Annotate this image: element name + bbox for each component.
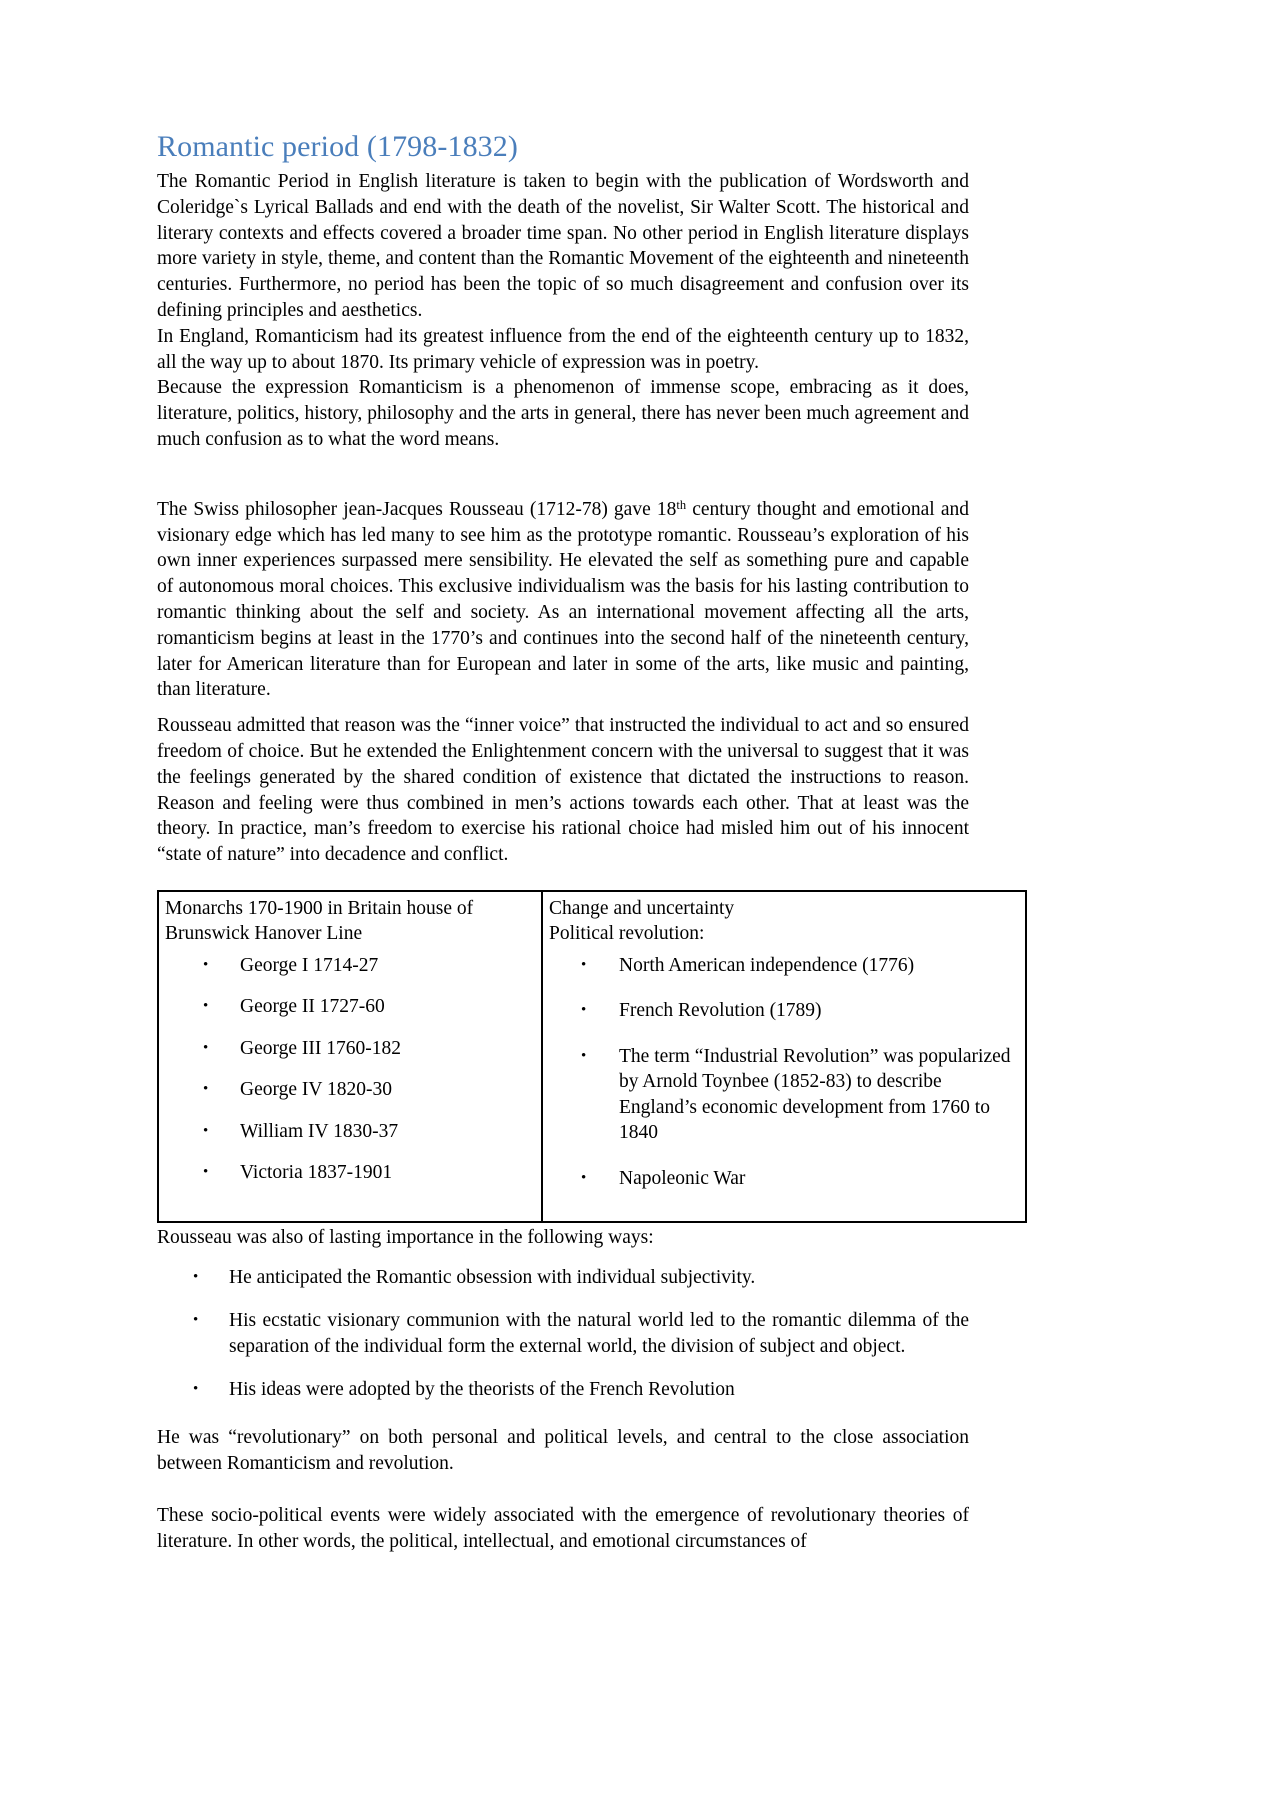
list-item: • Victoria 1837-1901 [165, 1160, 535, 1186]
list-item: • French Revolution (1789) [549, 998, 1019, 1024]
monarchs-heading-line1: Monarchs 170-1900 in Britain house of [165, 897, 474, 919]
list-item: • William IV 1830-37 [165, 1119, 535, 1145]
monarchs-heading-line2: Brunswick Hanover Line [165, 923, 363, 945]
list-item: • His ideas were adopted by the theorists of the French Revolution [157, 1377, 969, 1403]
spacer [157, 1477, 969, 1503]
paragraph-intro-3: Because the expression Romanticism is a phenomenon of immense scope, embracing as it does, literature, politics, history, philosophy and the arts in general, there has never been much agreement and much confusion as to what the word means. [157, 377, 969, 450]
rousseau-importance-list [157, 1265, 969, 1402]
table-row [158, 891, 1026, 1223]
list-item: • George III 1760-182 [165, 1036, 535, 1062]
paragraph-rousseau-1 [157, 497, 969, 703]
list-item: • George IV 1820-30 [165, 1077, 535, 1103]
spacer [157, 453, 969, 497]
paragraph-intro-1: The Romantic Period in English literature is taken to begin with the publication of Wordsworth and Coleridge`s Lyrical Ballads and end with the death of the novelist, Sir Walter Scott. The historical and literary contexts and effects covered a broader time span. No other period in English literature displays more variety in style, theme, and content than the Romantic Movement of the eighteenth and nineteenth centuries. Furthermore, no period has been the topic of so much disagreement and confusion over its defining principles and aesthetics. [157, 171, 969, 321]
list-item: • Napoleonic War [549, 1166, 1019, 1192]
list-item: • George I 1714-27 [165, 953, 535, 979]
paragraph-rousseau-2: Rousseau admitted that reason was the “inner voice” that instructed the individual to act and so ensured freedom of choice. But he extended the Enlightenment concern with the universal to suggest that it was the feelings generated by the shared condition of existence that dictated the instructions to reason. Reason and feeling were thus combined in men’s actions towards each other. That at least was the theory. In practice, man’s freedom to exercise his rational choice had misled him out of his innocent “state of nature” into decadence and conflict. [157, 715, 969, 866]
paragraph-revolutionary: He was “revolutionary” on both personal and political levels, and central to the close association between Romanticism and revolution. [157, 1427, 969, 1475]
change-heading-line1: Change and uncertainty [549, 897, 735, 919]
monarchs-list [165, 953, 535, 1186]
paragraph-rousseau-1-part2: century thought and emotional and visionary edge which has led many to see him as the prototype romantic. Rousseau’s exploration of his own inner experiences surpassed mere sensibility. He elevated the self as something pure and capable of autonomous moral choices. This exclusive individualism was the basis for his lasting contribution to romantic thinking about the self and society. As an international movement affecting all the arts, romanticism begins at least in the 1770’s and continues into the second half of the nineteenth century, later for American literature than for European and later in some of the arts, like music and painting, than literature. [157, 498, 969, 701]
spacer [157, 703, 969, 713]
monarchs-change-table [157, 890, 1027, 1224]
list-item: • North American independence (1776) [549, 953, 1019, 979]
paragraph-socio-political: These socio-political events were widely associated with the emergence of revolutionary theories of literature. In other words, the political, intellectual, and emotional circumstances of [157, 1505, 969, 1552]
table-cell-change [542, 891, 1026, 1223]
paragraph-intro-2: In England, Romanticism had its greatest influence from the end of the eighteenth century up to 1832, all the way up to about 1870. Its primary vehicle of expression was in poetry. [157, 325, 969, 373]
list-item: • The term “Industrial Revolution” was popularized by Arnold Toynbee (1852-83) to describe England’s economic development from 1760 to 1840 [549, 1044, 1019, 1146]
paragraph-rousseau-1-part1: The Swiss philosopher jean-Jacques Rousseau (1712-78) gave 18 [157, 498, 677, 520]
list-item: • George II 1727-60 [165, 994, 535, 1020]
ordinal-suffix: th [676, 497, 687, 512]
paragraph-lasting-importance: Rousseau was also of lasting importance in the following ways: [157, 1227, 654, 1249]
list-item: • His ecstatic visionary communion with the natural world led to the romantic dilemma of the separation of the individual form the external world, the division of subject and object. [157, 1308, 969, 1360]
table-cell-monarchs [158, 891, 542, 1223]
document-page [157, 0, 1011, 1555]
list-item: • He anticipated the Romantic obsession with individual subjectivity. [157, 1265, 969, 1291]
change-list [549, 953, 1019, 1192]
page-title: Romantic period (1798-1832) [157, 130, 518, 163]
change-heading-line2: Political revolution: [549, 923, 705, 945]
